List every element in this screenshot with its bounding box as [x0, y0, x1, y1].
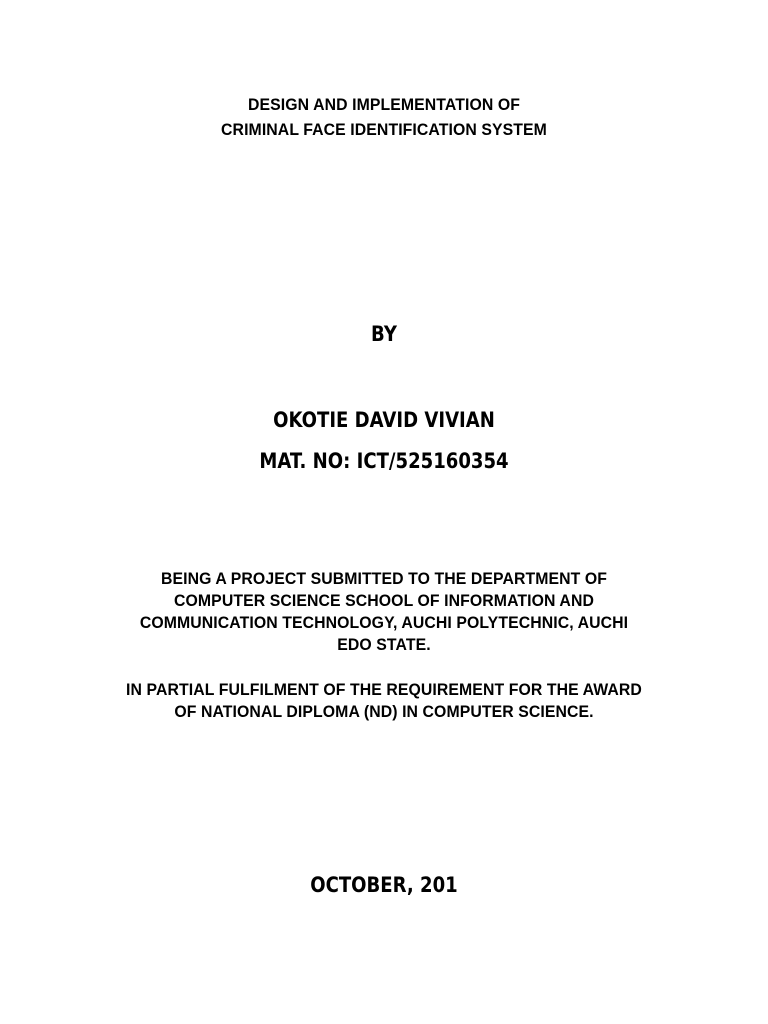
submission-line-4: EDO STATE.	[337, 635, 431, 654]
submission-line-3: COMMUNICATION TECHNOLOGY, AUCHI POLYTECHNIC, AUCHI	[139, 613, 629, 632]
submission-line-1: BEING A PROJECT SUBMITTED TO THE DEPARTMENT OF	[160, 569, 608, 588]
by-label: BY	[371, 322, 397, 346]
submission-date: OCTOBER, 201	[310, 873, 458, 897]
title-line-1: DESIGN AND IMPLEMENTATION OF	[248, 95, 520, 114]
author-name: OKOTIE DAVID VIVIAN	[273, 408, 495, 432]
matriculation-number: MAT. NO: ICT/525160354	[259, 449, 509, 473]
submission-line-2: COMPUTER SCIENCE SCHOOL OF INFORMATION AND	[174, 591, 594, 610]
fulfilment-line-2: OF NATIONAL DIPLOMA (ND) IN COMPUTER SCIENCE.	[174, 702, 594, 721]
fulfilment-line-1: IN PARTIAL FULFILMENT OF THE REQUIREMENT FOR THE AWARD	[126, 680, 642, 699]
title-line-2: CRIMINAL FACE IDENTIFICATION SYSTEM	[221, 120, 547, 139]
